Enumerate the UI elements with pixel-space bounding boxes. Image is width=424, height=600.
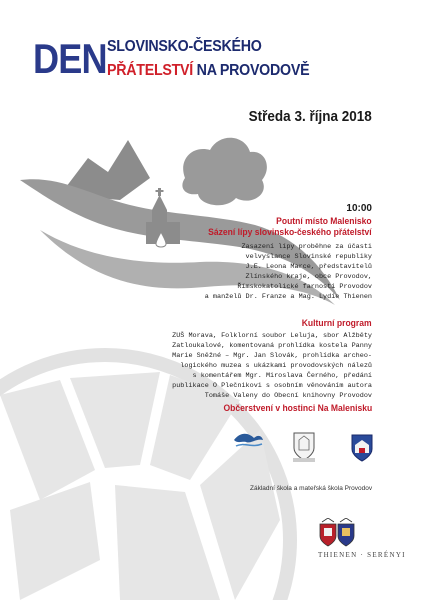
text-line: logického muzea s ukázkami provodovských nálezů xyxy=(180,362,372,370)
text-line: Tomáše Valeny do Obecní knihovny Provodov xyxy=(204,392,372,400)
text-line: Zasazení lípy proběhne za účasti xyxy=(241,243,372,251)
school-name: Základní škola a mateřská škola Provodov xyxy=(250,485,373,492)
text-line: velvyslance Slovinské republiky xyxy=(245,253,372,261)
crest-logo-icon xyxy=(291,430,317,464)
text-line: s komentářem Mgr. Miroslava Černého, předání xyxy=(192,372,372,380)
event1-place-name: Poutní místo Malenisko xyxy=(276,216,372,227)
title-blue-words: NA PROVODOVĚ xyxy=(196,62,310,79)
title-line-2 xyxy=(107,62,309,80)
event1-place xyxy=(209,216,372,238)
event-date: Středa 3. října 2018 xyxy=(248,108,372,125)
refreshment-note: Občerstvení v hostinci Na Malenisku xyxy=(223,403,372,414)
brand-name: THIENEN · SERÉNYI xyxy=(318,551,406,559)
text-line: Marie Sněžné – Mgr. Jan Slovák, prohlídka archeo- xyxy=(172,352,372,360)
tree-crown xyxy=(182,138,267,205)
event1-time: 10:00 xyxy=(346,203,372,214)
coat-of-arms-icon xyxy=(350,433,374,463)
text-line: Zlínského kraje, obce Provodov, xyxy=(245,273,372,281)
event1-subtitle: Sázení lípy slovinsko-českého přátelství xyxy=(208,227,372,238)
text-line: J.E. Leona Marce, představitelů xyxy=(245,263,372,271)
text-line: Zatloukalové, komentovaná prohlídka kostela Panny xyxy=(172,342,372,350)
title-red-word: PŘÁTELSTVÍ xyxy=(107,62,193,79)
text-line: Římskokatolické farnosti Provodov xyxy=(237,283,372,291)
text-line: ZUŠ Morava, Folklorní soubor Leluja, sbor Alžběty xyxy=(172,332,372,340)
event2-description xyxy=(172,331,372,401)
title-line-1: SLOVINSKO-ČESKÉHO xyxy=(107,38,262,55)
text-line: publikace O Plečnikovi s osobním věnováním autora xyxy=(172,382,372,390)
event1-description xyxy=(205,242,372,302)
wave-logo-icon xyxy=(230,428,266,456)
family-crest-icon xyxy=(316,518,360,548)
den-heading: DEN xyxy=(33,35,107,82)
text-line: a manželů Dr. Franze a Mag. Lydie Thienen xyxy=(204,293,372,301)
event2-title: Kulturní program xyxy=(302,318,372,329)
